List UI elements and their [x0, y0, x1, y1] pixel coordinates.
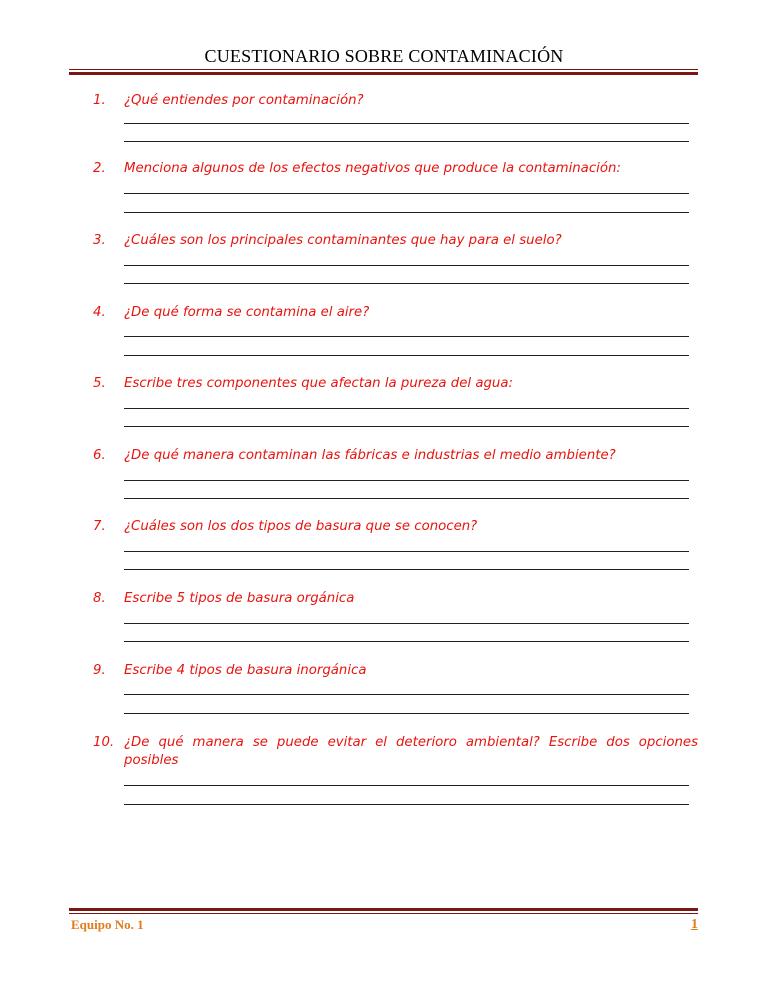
question-number: 1.: [93, 93, 106, 108]
question-text: ¿De qué manera se puede evitar el deterioro ambiental? Escribe dos opciones posibles: [124, 735, 698, 768]
answer-line[interactable]: [124, 498, 689, 499]
answer-line[interactable]: [124, 212, 689, 213]
question-text: ¿Cuáles son los principales contaminantes que hay para el suelo?: [124, 233, 562, 248]
question-text: ¿Cuáles son los dos tipos de basura que se conocen?: [124, 519, 478, 534]
question-text: Menciona algunos de los efectos negativos que produce la contaminación:: [124, 161, 621, 176]
footer-rule-thin: [69, 913, 698, 914]
page-title: CUESTIONARIO SOBRE CONTAMINACIÓN: [204, 46, 564, 66]
answer-line[interactable]: [124, 641, 689, 642]
answer-line[interactable]: [124, 551, 689, 552]
question-text: Escribe 5 tipos de basura orgánica: [124, 591, 355, 606]
question-text: Escribe 4 tipos de basura inorgánica: [124, 663, 367, 678]
answer-line[interactable]: [124, 480, 689, 481]
question-number: 6.: [93, 448, 106, 463]
answer-line[interactable]: [124, 193, 689, 194]
question-number: 7.: [93, 519, 106, 534]
answer-line[interactable]: [124, 785, 689, 786]
question-text: ¿De qué forma se contamina el aire?: [124, 305, 370, 320]
question-number: 3.: [93, 233, 106, 248]
answer-line[interactable]: [124, 804, 689, 805]
answer-line[interactable]: [124, 123, 689, 124]
question-number: 10.: [93, 735, 115, 750]
question-number: 8.: [93, 591, 106, 606]
answer-line[interactable]: [124, 141, 689, 142]
question-text: ¿De qué manera contaminan las fábricas e industrias el medio ambiente?: [124, 448, 616, 463]
footer-rule-thick: [69, 908, 698, 911]
question-number: 9.: [93, 663, 106, 678]
question-text: ¿Qué entiendes por contaminación?: [124, 93, 364, 108]
answer-line[interactable]: [124, 408, 689, 409]
question-text: Escribe tres componentes que afectan la pureza del agua:: [124, 376, 513, 391]
answer-line[interactable]: [124, 336, 689, 337]
answer-line[interactable]: [124, 569, 689, 570]
answer-line[interactable]: [124, 283, 689, 284]
question-number: 4.: [93, 305, 106, 320]
footer-page-number: 1: [691, 917, 698, 932]
footer-team-label: Equipo No. 1: [71, 917, 144, 932]
answer-line[interactable]: [124, 713, 689, 714]
answer-line[interactable]: [124, 265, 689, 266]
question-number: 5.: [93, 376, 106, 391]
answer-line[interactable]: [124, 694, 689, 695]
answer-line[interactable]: [124, 355, 689, 356]
answer-line[interactable]: [124, 623, 689, 624]
question-number: 2.: [93, 161, 106, 176]
answer-line[interactable]: [124, 426, 689, 427]
